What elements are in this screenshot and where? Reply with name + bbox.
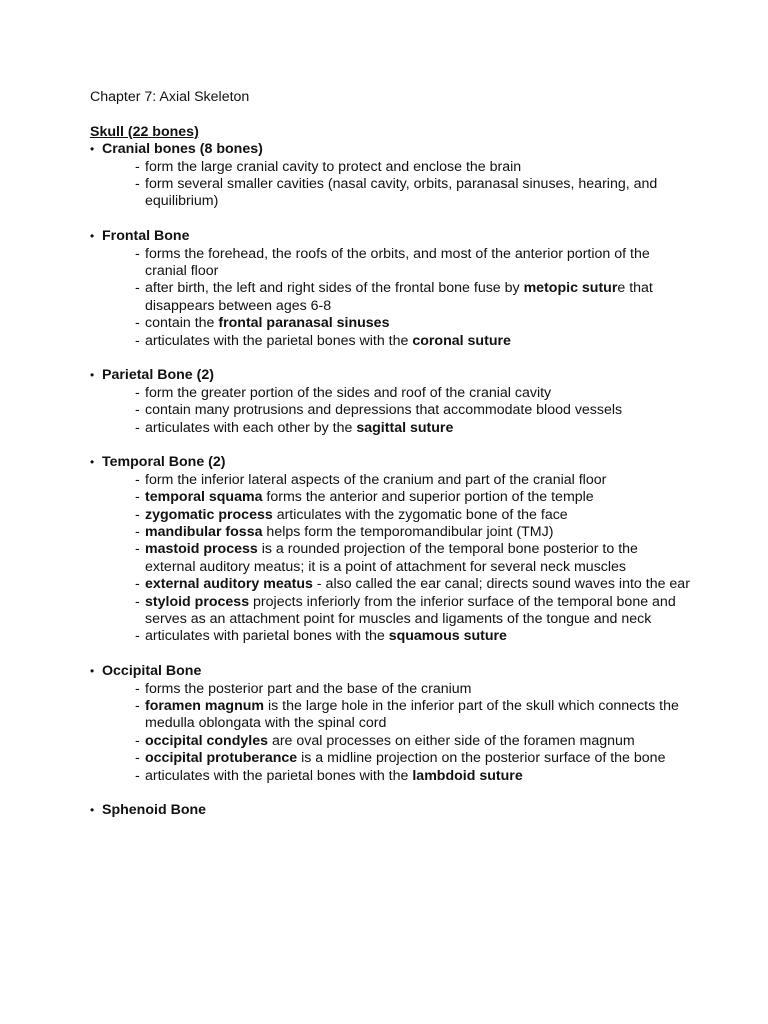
list-item [90, 507, 690, 524]
dash-marker: - [135, 732, 140, 749]
section-heading-label: Parietal Bone (2) [102, 367, 214, 384]
item-text: contain many protrusions and depressions that accommodate blood vessels [145, 402, 623, 419]
document-page [90, 89, 690, 820]
item-text: articulates with the parietal bones with the [145, 767, 413, 784]
bullet-icon: • [90, 803, 95, 818]
dash-marker: - [135, 489, 140, 506]
bold-term: foramen magnum [145, 698, 265, 715]
bold-term: metopic sutur [523, 280, 618, 297]
dash-marker: - [135, 524, 140, 540]
list-item [90, 420, 690, 437]
item-text: articulates with parietal bones with the [145, 628, 389, 645]
item-text: forms the posterior part and the base of the cranium [145, 680, 472, 697]
section [90, 454, 690, 645]
list-item [90, 768, 690, 785]
item-text: contain the [145, 315, 219, 332]
item-text: after birth, the left and right sides of the frontal bone fuse by [145, 280, 524, 297]
dash-marker: - [135, 175, 140, 192]
dash-marker: - [135, 576, 140, 593]
section-heading-label: Sphenoid Bone [102, 802, 207, 819]
bold-term: frontal paranasal sinuses [218, 315, 390, 332]
dash-marker: - [135, 750, 140, 767]
sub-list [90, 246, 690, 350]
section [90, 663, 690, 785]
dash-marker: - [135, 245, 140, 262]
item-text: form several smaller cavities (nasal cavity, orbits, paranasal sinuses, hearing, and equilibrium) [145, 175, 658, 210]
bold-term: zygomatic process [145, 506, 273, 523]
bold-term: mastoid process [145, 541, 258, 558]
section-heading-label: Cranial bones (8 bones) [102, 141, 263, 158]
item-text: helps form the temporomandibular joint (TMJ) [262, 524, 554, 540]
item-text: form the large cranial cavity to protect and enclose the brain [145, 158, 522, 175]
list-item [90, 524, 690, 541]
list-item [90, 750, 690, 767]
sub-list [90, 159, 690, 211]
bold-term: occipital protuberance [145, 750, 298, 767]
list-item [90, 333, 690, 350]
list-item [90, 733, 690, 750]
dash-marker: - [135, 506, 140, 523]
list-item [90, 280, 690, 315]
section [90, 228, 690, 350]
section-heading-label: Frontal Bone [102, 228, 190, 245]
dash-marker: - [135, 628, 140, 645]
item-text: articulates with the parietal bones with the [145, 332, 413, 349]
item-text: form the greater portion of the sides and roof of the cranial cavity [145, 384, 552, 401]
section [90, 367, 690, 437]
item-text: form the inferior lateral aspects of the cranium and part of the cranial floor [145, 471, 607, 488]
item-text: forms the anterior and superior portion of the temple [262, 489, 594, 506]
dash-marker: - [135, 402, 140, 419]
item-text: articulates with the zygomatic bone of the face [272, 506, 568, 523]
item-text: projects inferiorly from the inferior surface of the temporal bone and serves as an attachment point for muscles and ligaments of the tongue and neck [145, 593, 676, 628]
dash-marker: - [135, 315, 140, 332]
section-heading-label: Temporal Bone (2) [102, 454, 226, 471]
bold-term: squamous suture [388, 628, 507, 645]
section-heading [90, 663, 690, 680]
dash-marker: - [135, 332, 140, 349]
dash-marker: - [135, 767, 140, 784]
list-item [90, 594, 690, 629]
dash-marker: - [135, 280, 140, 297]
item-text: are oval processes on either side of the foramen magnum [268, 732, 635, 749]
dash-marker: - [135, 541, 140, 558]
list-item [90, 576, 690, 593]
bullet-icon: • [90, 368, 95, 383]
bold-term: external auditory meatus [145, 576, 313, 593]
dash-marker: - [135, 593, 140, 610]
chapter-title: Chapter 7: Axial Skeleton [90, 89, 250, 105]
item-text: e that disappears between ages 6-8 [145, 280, 653, 314]
list-item [90, 541, 690, 576]
dash-marker: - [135, 698, 140, 715]
item-text: forms the forehead, the roofs of the orbits, and most of the anterior portion of the cranial floor [145, 245, 650, 279]
skull-heading: Skull (22 bones) [90, 123, 199, 140]
bullet-icon: • [90, 455, 95, 470]
item-text: is a midline projection on the posterior surface of the bone [297, 750, 666, 767]
dash-marker: - [135, 419, 140, 436]
section-heading [90, 228, 690, 245]
bold-term: temporal squama [145, 489, 263, 506]
bold-term: coronal suture [412, 332, 511, 349]
bold-term: sagittal suture [356, 419, 454, 436]
bullet-icon: • [90, 142, 95, 157]
section [90, 802, 690, 819]
bullet-icon: • [90, 664, 95, 679]
item-text: - also called the ear canal; directs sound waves into the ear [312, 576, 690, 593]
sub-list [90, 681, 690, 785]
item-text: is the large hole in the inferior part of the skull which connects the medulla oblongata with the spinal cord [145, 698, 679, 732]
dash-marker: - [135, 680, 140, 697]
list-item [90, 176, 690, 211]
list-item [90, 472, 690, 489]
item-text: articulates with each other by the [145, 419, 357, 436]
section-heading [90, 367, 690, 384]
section-heading [90, 454, 690, 471]
bold-term: lambdoid suture [412, 767, 523, 784]
bold-term: occipital condyles [145, 732, 268, 749]
list-item [90, 489, 690, 506]
section-heading-label: Occipital Bone [102, 663, 202, 680]
bold-term: styloid process [145, 593, 250, 610]
list-item [90, 385, 690, 402]
list-item [90, 402, 690, 419]
dash-marker: - [135, 471, 140, 488]
section [90, 141, 690, 211]
list-item [90, 246, 690, 281]
list-item [90, 681, 690, 698]
list-item [90, 628, 690, 645]
list-item [90, 698, 690, 733]
list-item [90, 315, 690, 332]
dash-marker: - [135, 158, 140, 175]
list-item [90, 159, 690, 176]
sub-list [90, 385, 690, 437]
sub-list [90, 472, 690, 646]
section-heading [90, 802, 690, 819]
item-text: is a rounded projection of the temporal bone posterior to the external auditory meatus; it is a point of attachment for several neck muscles [145, 541, 638, 575]
notes-body [90, 141, 690, 820]
dash-marker: - [135, 384, 140, 401]
bullet-icon: • [90, 229, 95, 244]
section-heading [90, 141, 690, 158]
bold-term: mandibular fossa [145, 524, 263, 540]
